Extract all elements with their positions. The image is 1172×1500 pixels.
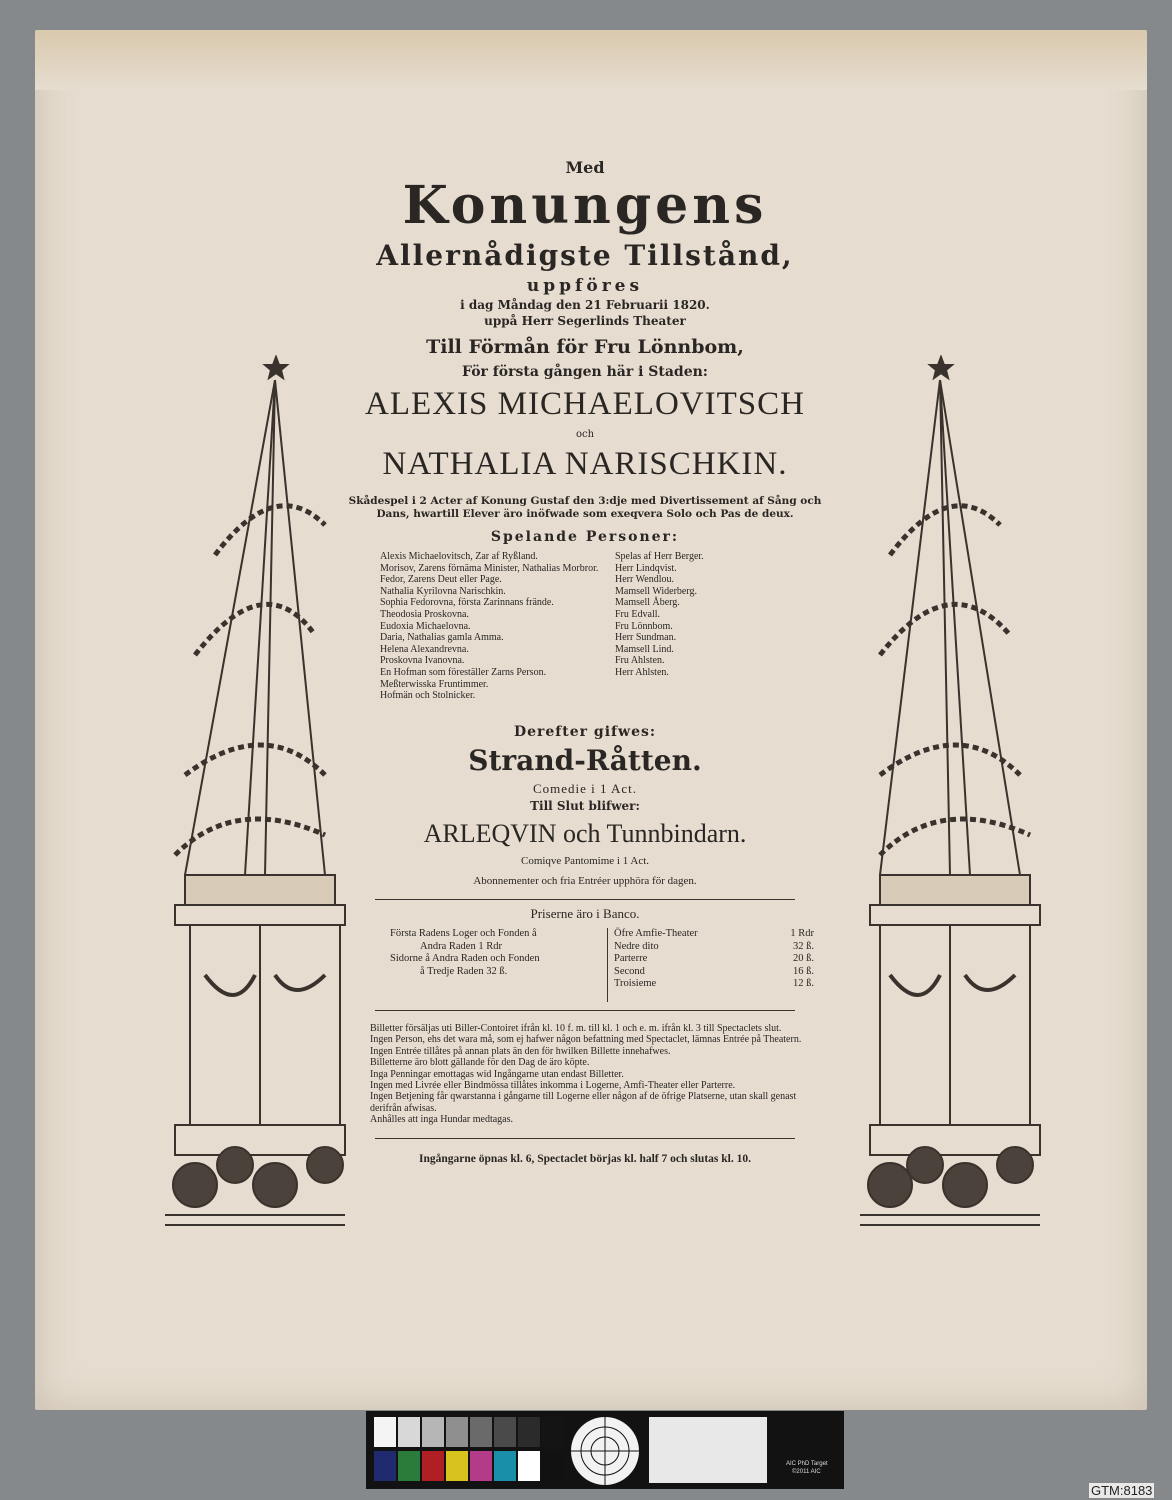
cast-role: Eudoxia Michaelovna. (380, 620, 471, 632)
playbill-text (345, 150, 825, 1165)
calibration-patches (366, 1411, 844, 1489)
cast-actors (615, 551, 795, 679)
house-rule: Ingen Betjening får qwarstanna i gångarne till Logerne eller någon af de öfrige Platserne, utan skall genast derifrån afwisas. (370, 1091, 797, 1114)
price-amount: 20 ß. (793, 953, 814, 964)
afterpiece-heading: Derefter gifwes: (513, 724, 657, 740)
divider (375, 1010, 795, 1011)
finale-heading: Till Slut blifwer: (530, 799, 640, 813)
color-patch (446, 1451, 468, 1481)
price-seat: Öfre Amfie-Theater (614, 928, 698, 939)
target-copyright: ©2011 AIC (792, 1469, 821, 1475)
gray-patch (542, 1417, 564, 1447)
color-patch (542, 1451, 564, 1481)
price-amount: 16 ß. (793, 965, 814, 977)
price-row (614, 928, 814, 941)
price-seat: Nedre dito (614, 940, 659, 952)
cast-role: Daria, Nathalias gamla Amma. (380, 632, 504, 644)
gray-patch (470, 1417, 492, 1447)
gray-patch (518, 1417, 540, 1447)
house-rule: Ingen med Livrée eller Bindmössa tillåtes inkomma i Logerne, Amfi-Theater eller Parterre. (370, 1080, 736, 1092)
gray-patch (494, 1417, 516, 1447)
cast-role: Alexis Michaelovitsch, Zar af Ryßland. (380, 551, 538, 562)
cast-role: Fedor, Zarens Deut eller Page. (380, 574, 502, 586)
gray-patch (446, 1417, 468, 1447)
cast-role: Proskovna Ivanovna. (380, 655, 465, 667)
price-seat: Parterre (614, 953, 648, 964)
cast-heading: Spelande Personer: (490, 529, 680, 545)
play-title-alexis: ALEXIS MICHAELOVITSCH (365, 386, 805, 422)
finale-genre: Comiqve Pantomime i 1 Act. (520, 855, 650, 867)
price-seat: Troisieme (614, 978, 657, 989)
price-table (345, 928, 825, 1006)
price-row (614, 941, 814, 954)
afterpiece-title: Strand-Råtten. (468, 744, 702, 777)
cast-role: Helena Alexandrevna. (380, 643, 469, 655)
price-row: Första Radens Loger och Fonden å (390, 928, 537, 939)
cast-actor: Herr Wendlou. (615, 574, 674, 586)
target-label: AIC PhD Target (786, 1461, 828, 1467)
cast-actor: Herr Sundman. (615, 632, 677, 644)
obelisk-right-illustration (850, 355, 1050, 1245)
price-row: Sidorne å Andra Raden och Fonden (390, 953, 540, 964)
price-row (614, 966, 814, 979)
house-rule: Inga Penningar emottagas wid Ingångarne utan endast Billetter. (370, 1068, 624, 1080)
heading-konungens: Konungens (402, 175, 768, 236)
play-description-line: Dans, hwartill Elever äro inöfwade som exeqvera Solo och Pas de deux. (376, 508, 794, 520)
play-title-nathalia: NATHALIA NARISCHKIN. (382, 446, 788, 482)
color-patch (422, 1451, 444, 1481)
heading-uppfores: uppföres (526, 276, 644, 296)
cast-role: En Hofman som föreställer Zarns Person. (380, 666, 547, 678)
play-description-line: Skådespel i 2 Acter af Konung Gustaf den 3:dje med Divertissement af Sång och (348, 495, 822, 507)
heading-allernadigste: Allernådigste Tillstånd, (376, 239, 794, 272)
price-row (614, 978, 814, 991)
house-rule: Billetter försäljas uti Biller-Contoiret ifrån kl. 10 f. m. till kl. 1 och e. m. ifrån kl. 3 till Spectaclets slut. (370, 1023, 782, 1034)
price-seat: Second (614, 965, 645, 977)
cast-role: Nathalia Kyrilovna Narischkin. (380, 585, 506, 597)
cast-actor: Mamsell Åberg. (615, 597, 680, 609)
cast-role: Morisov, Zarens förnäma Minister, Nathalias Morbror. (380, 562, 599, 574)
house-rules (370, 1023, 805, 1126)
poster-stained-edge (35, 30, 1147, 90)
play-description (345, 495, 825, 521)
price-table-right (607, 928, 814, 1002)
divider (375, 1138, 795, 1139)
cast-actor: Herr Lindqvist. (615, 562, 677, 574)
finale-title: ARLEQVIN och Tunnbindarn. (423, 819, 747, 848)
cast-actor: Spelas af Herr Berger. (615, 551, 704, 562)
cast-list (345, 551, 825, 716)
price-row: Andra Raden 1 Rdr (420, 940, 502, 952)
divider (375, 899, 795, 900)
gray-patch (374, 1417, 396, 1447)
cast-actor: Mamsell Widerberg. (615, 585, 697, 597)
theater-name: uppå Herr Segerlinds Theater (484, 314, 686, 328)
house-rule: Anhålles att inga Hundar medtagas. (370, 1114, 514, 1126)
color-calibration-target (366, 1411, 844, 1489)
prices-heading: Priserne äro i Banco. (530, 906, 640, 921)
cast-role: Theodosia Proskovna. (380, 608, 469, 620)
price-amount: 12 ß. (793, 978, 814, 989)
cast-actor: Fru Edvall. (615, 608, 660, 620)
benefit-line: Till Förmån för Fru Lönnbom, (426, 336, 744, 358)
color-patch (518, 1451, 540, 1481)
house-rule: Ingen Entrée tillåtes på annan plats än den för hwilken Billette innehafwes. (370, 1045, 671, 1057)
heading-med: Med (565, 158, 605, 177)
cast-actor: Herr Ahlsten. (615, 666, 669, 678)
price-amount: 32 ß. (793, 940, 814, 952)
catalog-id-label: GTM:8183 (1088, 1482, 1155, 1499)
house-rule: Ingen Person, ehs det wara må, som ej hafwer någon befattning med Spectaclet, lämnas Entrée på Theatern. (370, 1034, 802, 1046)
cast-actor: Fru Lönnbom. (615, 620, 673, 632)
price-amount: 1 Rdr (790, 928, 814, 939)
opening-times: Ingångarne öpnas kl. 6, Spectaclet börjas kl. half 7 och slutas kl. 10. (419, 1152, 751, 1165)
och-connector: och (575, 429, 595, 440)
price-row (614, 953, 814, 966)
cast-role: Sophia Fedorovna, första Zarinnans frände. (380, 597, 554, 609)
color-patch (494, 1451, 516, 1481)
gray-patch (422, 1417, 444, 1447)
cast-role: Meßterwisska Fruntimmer. (380, 678, 489, 690)
price-row: å Tredje Raden 32 ß. (420, 965, 508, 977)
first-time-line: För första gången här i Staden: (462, 364, 708, 380)
obelisk-left-illustration (155, 355, 355, 1245)
cast-actor: Mamsell Lind. (615, 643, 674, 655)
color-patch (374, 1451, 396, 1481)
price-table-left (390, 928, 605, 978)
cast-actor: Fru Ahlsten. (615, 655, 665, 667)
performance-date: i dag Måndag den 21 Februarii 1820. (460, 298, 710, 312)
color-patch (470, 1451, 492, 1481)
color-patch (398, 1451, 420, 1481)
subscription-note: Abonnementer och fria Entréer upphöra för dagen. (473, 875, 697, 887)
house-rule: Billetterne äro blott gällande för den Dag de äro köpte. (370, 1057, 590, 1069)
afterpiece-genre: Comedie i 1 Act. (532, 781, 638, 796)
cast-role: Hofmän och Stolnicker. (380, 690, 476, 702)
gray-patch (398, 1417, 420, 1447)
